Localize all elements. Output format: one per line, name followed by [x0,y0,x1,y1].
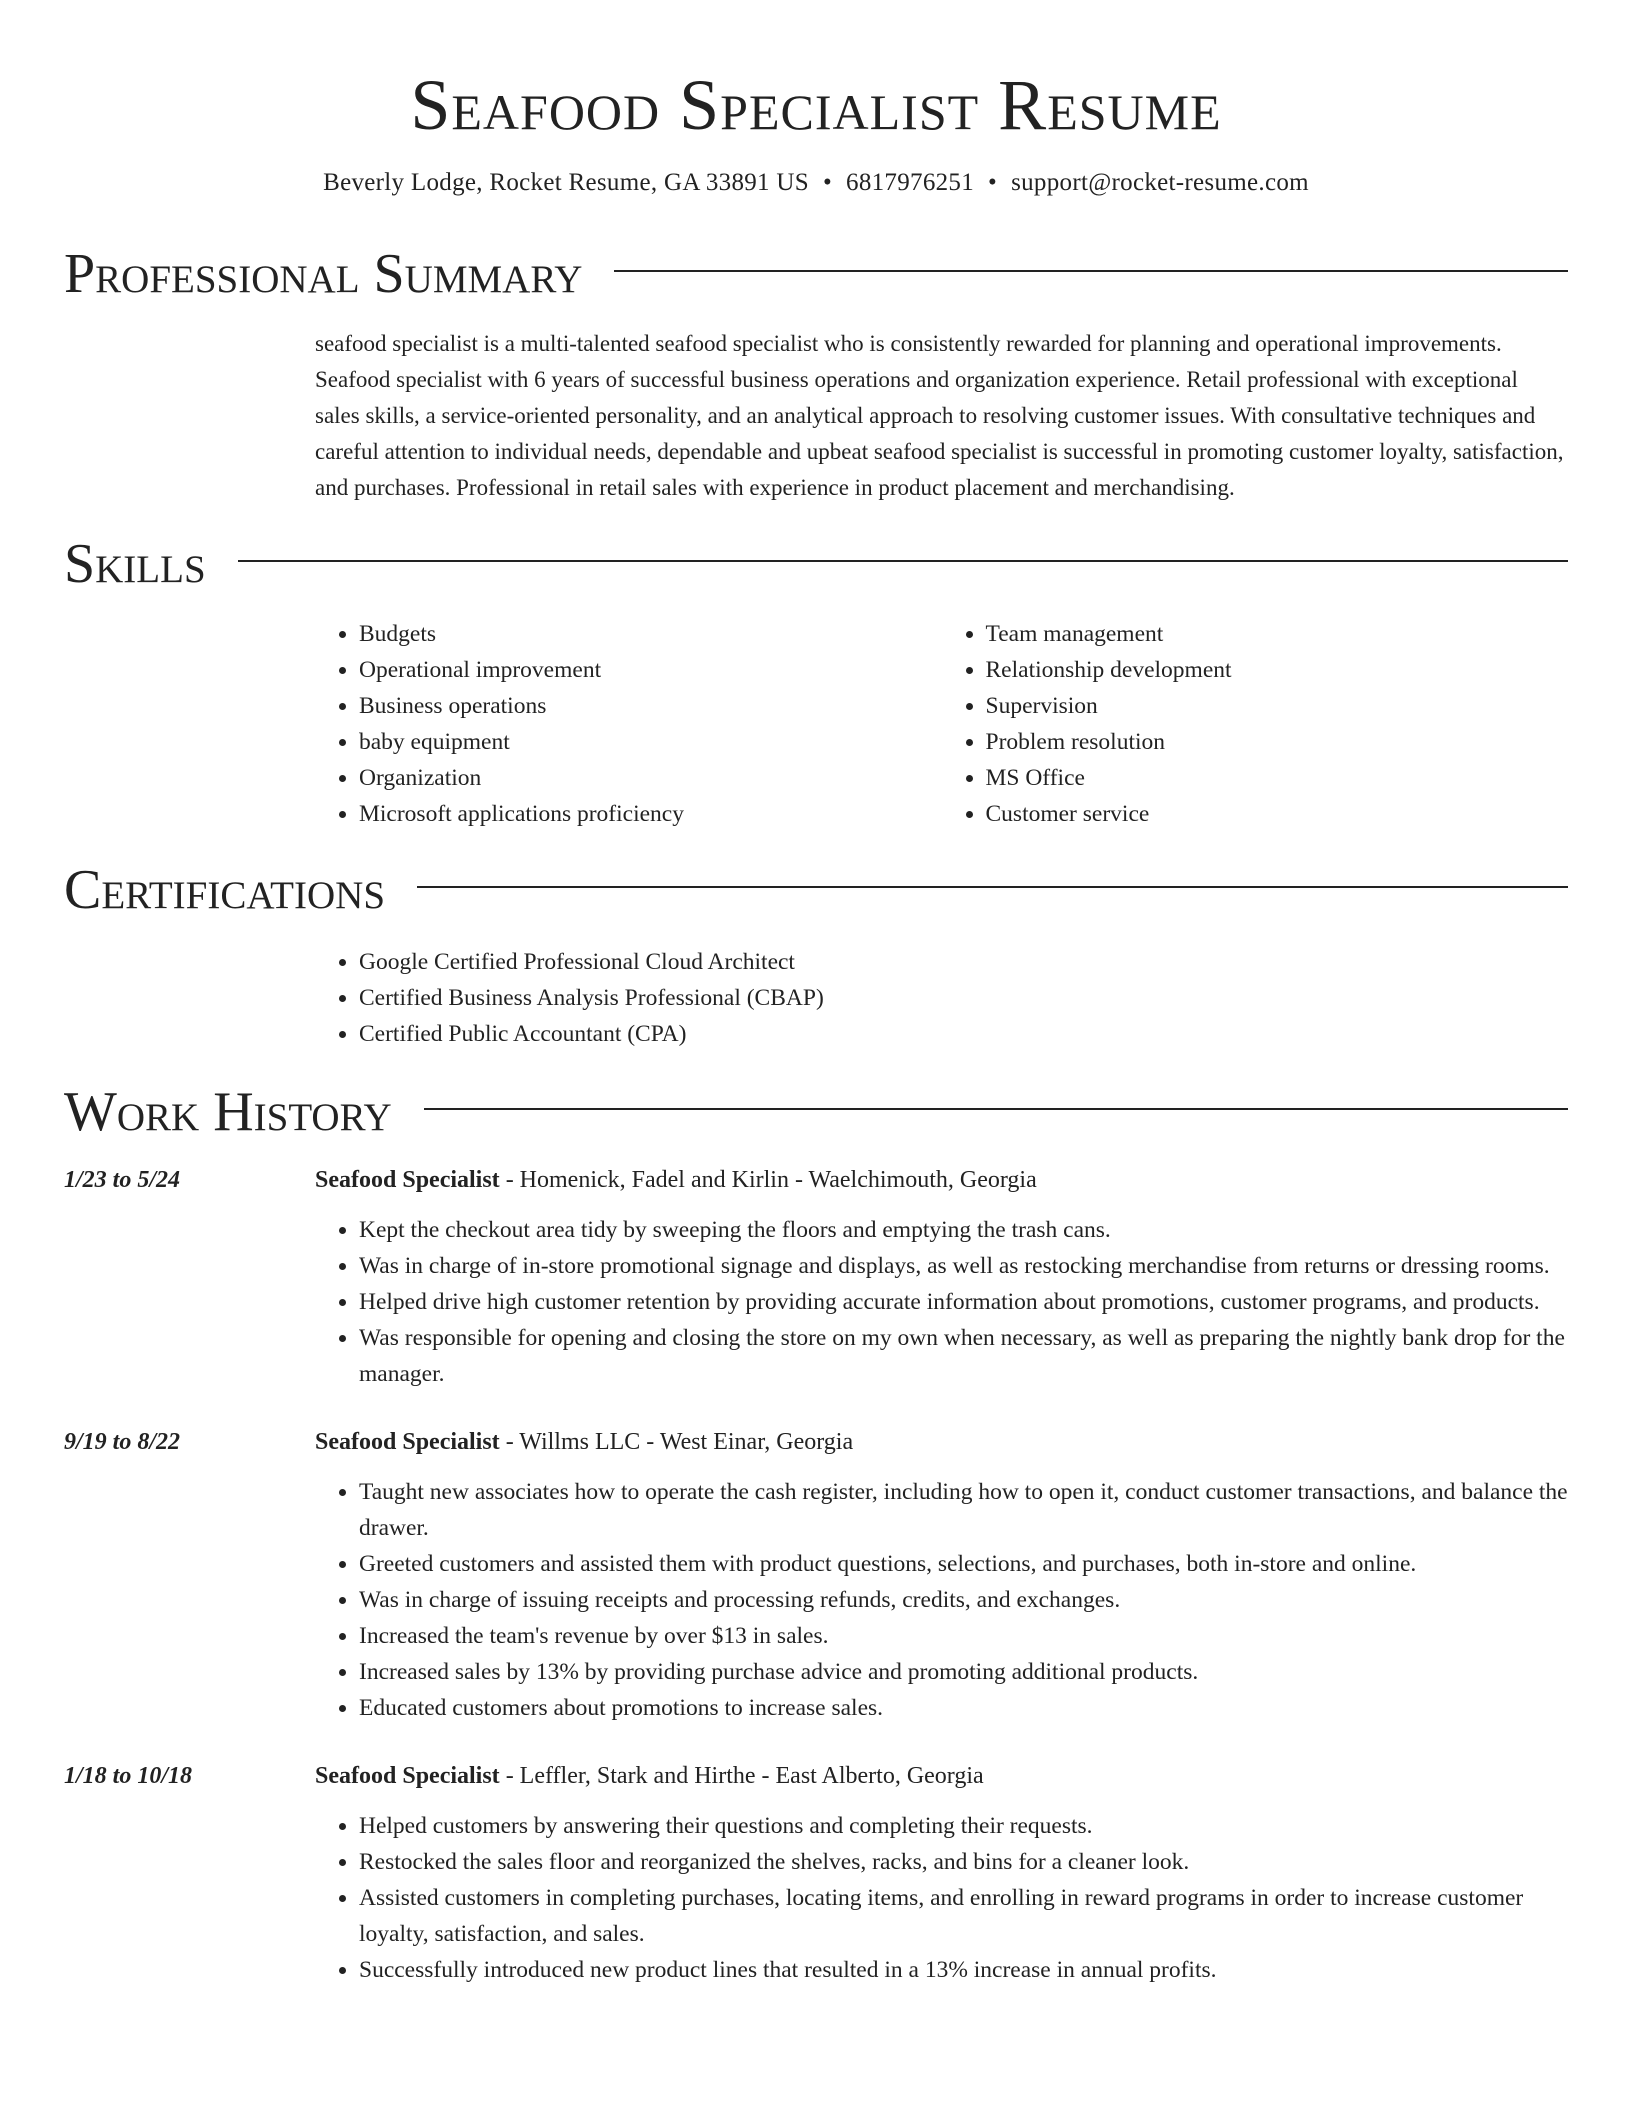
job-bullet: • Greeted customers and assisted them with product questions, selections, and purchases, both in-store and online. [359,1546,1568,1582]
contact-address: Beverly Lodge, Rocket Resume, GA 33891 US [323,169,809,196]
skill-item: • MS Office [986,760,1569,796]
skill-item: • Customer service [986,796,1569,832]
job-employer: - Leffler, Stark and Hirthe - East Alberto, Georgia [499,1763,984,1789]
job-bullet: • Was responsible for opening and closing the store on my own when necessary, as well as preparing the nightly bank drop for the manager. [359,1320,1568,1392]
certifications-heading: Certifications [64,859,386,921]
job-entry [64,1162,1568,1392]
job-employer: - Willms LLC - West Einar, Georgia [499,1429,854,1455]
skill-item: • Budgets [359,616,942,652]
section-divider [614,270,1568,272]
job-bullet: • Was in charge of issuing receipts and processing refunds, credits, and exchanges. [359,1582,1568,1618]
certification-item: • Google Certified Professional Cloud Architect [359,944,1568,980]
contact-email: support@rocket-resume.com [1011,169,1309,196]
job-entry [64,1758,1568,1988]
job-bullet: • Taught new associates how to operate the cash register, including how to open it, conduct customer transactions, and balance the drawer. [359,1474,1568,1546]
job-entry [64,1424,1568,1726]
job-dates: 1/18 to 10/18 [64,1763,193,1789]
contact-line [64,168,1568,198]
certifications-ul [315,944,1568,1052]
skills-section-header [64,534,1568,594]
job-bullets [315,1808,1568,1988]
summary-text: seafood specialist is a multi-talented seafood specialist who is consistently rewarded for planning and operational improvements. Seafood specialist with 6 years of successful business operations and organization experience. Retail professional with exceptional sales skills, a service-oriented personality, and an analytical approach to resolving customer issues. With consultative techniques and careful attention to individual needs, dependable and upbeat seafood specialist is successful in promoting customer loyalty, satisfaction, and purchases. Professional in retail sales with experience in product placement and merchandising. [315,331,1564,500]
job-bullet: • Increased sales by 13% by providing purchase advice and promoting additional products. [359,1654,1568,1690]
job-bullet: • Assisted customers in completing purchases, locating items, and enrolling in reward programs in order to increase customer loyalty, satisfaction, and sales. [359,1880,1568,1952]
skill-item: • Organization [359,760,942,796]
job-role: Seafood Specialist [315,1167,500,1193]
job-header [315,1424,1568,1460]
skills-column-left [315,616,942,832]
job-header [315,1162,1568,1198]
skill-item: • Problem resolution [986,724,1569,760]
contact-separator: • [822,169,833,196]
work-section-header [64,1082,1568,1142]
contact-separator: • [988,169,998,196]
skill-item: • Microsoft applications proficiency [359,796,942,832]
skill-item: • Relationship development [986,652,1569,688]
summary-heading: Professional Summary [64,243,583,305]
job-bullet: • Helped drive high customer retention by providing accurate information about promotions, customer programs, and products. [359,1284,1568,1320]
job-details [315,1162,1568,1392]
certifications-list [315,944,1568,1052]
resume-page [64,0,1568,1988]
skill-item: • baby equipment [359,724,942,760]
certification-item: • Certified Public Accountant (CPA) [359,1016,1568,1052]
section-divider [417,886,1568,888]
job-bullet: • Successfully introduced new product lines that resulted in a 13% increase in annual profits. [359,1952,1568,1988]
skills-list [315,616,1568,832]
job-role: Seafood Specialist [315,1763,500,1789]
contact-phone: 6817976251 [846,169,975,196]
job-bullets [315,1474,1568,1726]
job-details [315,1424,1568,1726]
job-bullet: • Was in charge of in-store promotional signage and displays, as well as restocking merchandise from returns or dressing rooms. [359,1248,1568,1284]
skills-heading: Skills [64,533,206,595]
work-heading: Work History [64,1081,392,1143]
resume-title: Seafood Specialist Resume [410,65,1222,145]
job-dates: 1/23 to 5/24 [64,1167,181,1193]
job-dates: 9/19 to 8/22 [64,1429,181,1455]
job-bullet: • Increased the team's revenue by over $13 in sales. [359,1618,1568,1654]
skill-item: • Supervision [986,688,1569,724]
job-bullets [315,1212,1568,1392]
job-header [315,1758,1568,1794]
skill-item: • Business operations [359,688,942,724]
job-details [315,1758,1568,1988]
skill-item: • Operational improvement [359,652,942,688]
certification-item: • Certified Business Analysis Professional (CBAP) [359,980,1568,1016]
section-divider [238,560,1568,562]
job-employer: - Homenick, Fadel and Kirlin - Waelchimouth, Georgia [499,1167,1037,1193]
certifications-section-header [64,860,1568,920]
job-bullet: • Restocked the sales floor and reorganized the shelves, racks, and bins for a cleaner look. [359,1844,1568,1880]
summary-section-header [64,244,1568,304]
section-divider [424,1108,1568,1110]
skill-item: • Team management [986,616,1569,652]
job-role: Seafood Specialist [315,1429,500,1455]
job-bullet: • Kept the checkout area tidy by sweeping the floors and emptying the trash cans. [359,1212,1568,1248]
skills-column-right [942,616,1569,832]
job-bullet: • Educated customers about promotions to increase sales. [359,1690,1568,1726]
job-bullet: • Helped customers by answering their questions and completing their requests. [359,1808,1568,1844]
